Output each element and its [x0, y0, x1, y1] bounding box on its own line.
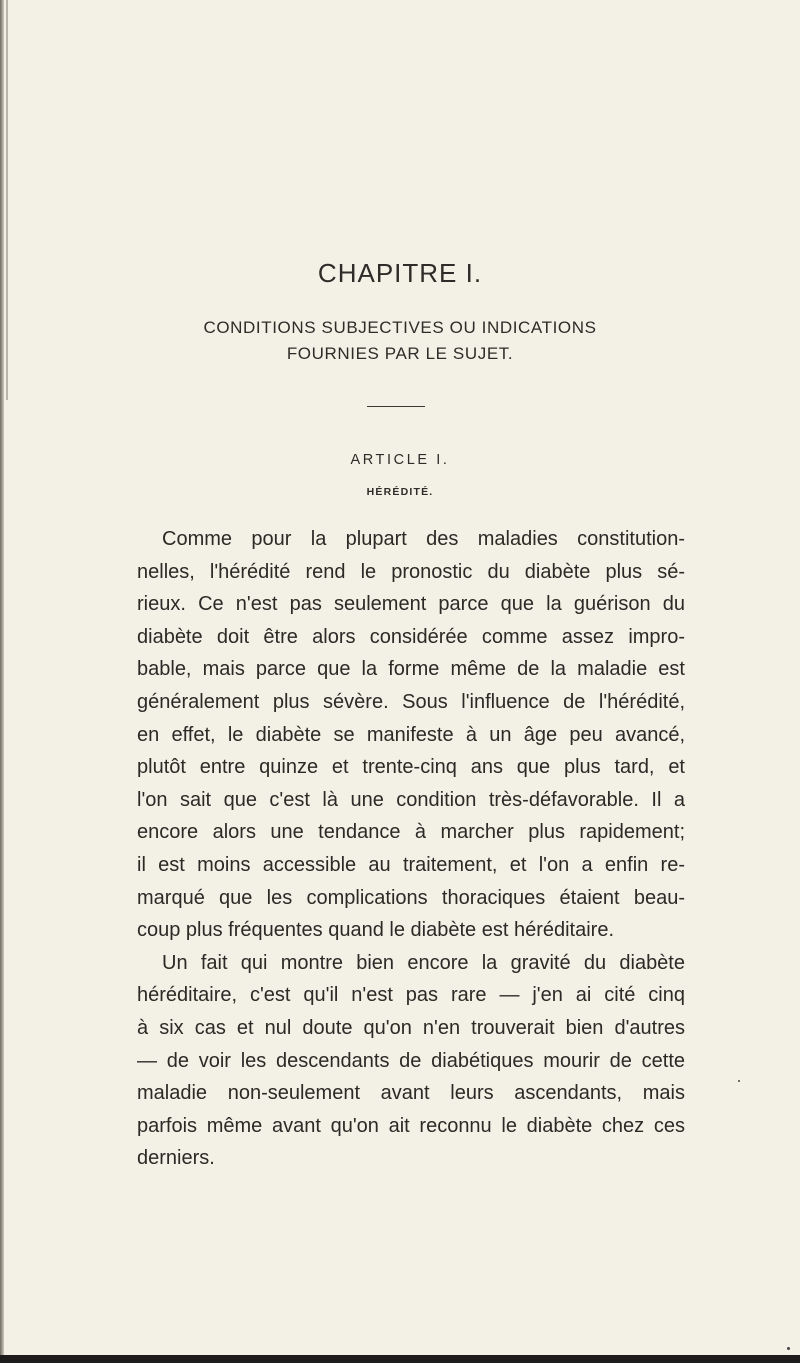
page-left-shadow — [6, 0, 8, 400]
body-line: bable, mais parce que la forme même de la maladie est — [137, 658, 685, 681]
body-line: Un fait qui montre bien encore la gravité du diabète — [162, 951, 685, 974]
body-line: il est moins accessible au traitement, et l'on a enfin re- — [137, 853, 685, 876]
body-line: à six cas et nul doute qu'on n'en trouverait bien d'autres — [137, 1016, 685, 1039]
article-title: ARTICLE I. — [350, 452, 450, 468]
body-line: en effet, le diabète se manifeste à un âge peu avancé, — [137, 723, 685, 746]
body-line: — de voir les descendants de diabétiques mourir de cette — [137, 1049, 685, 1072]
ink-speck — [738, 1080, 740, 1082]
body-line: coup plus fréquentes quand le diabète est héréditaire. — [137, 919, 615, 942]
section-title: HÉRÉDITÉ. — [366, 486, 434, 498]
chapter-title: CHAPITRE I. — [317, 258, 483, 288]
body-line: maladie non-seulement avant leurs ascendants, mais — [137, 1082, 685, 1105]
section-divider — [367, 406, 425, 407]
body-line: derniers. — [137, 1147, 215, 1170]
body-line: héréditaire, c'est qu'il n'est pas rare — j'en ai cité cinq — [137, 984, 685, 1007]
body-paragraphs — [137, 523, 685, 1175]
body-line: encore alors une tendance à marcher plus rapidement; — [137, 821, 685, 844]
chapter-subtitle-line-2: FOURNIES PAR LE SUJET. — [286, 344, 514, 363]
body-line: l'on sait que c'est là une condition très-défavorable. Il a — [137, 788, 685, 811]
chapter-subtitle-line-1: CONDITIONS SUBJECTIVES OU INDICATIONS — [203, 318, 597, 337]
page-left-edge — [0, 0, 4, 1363]
body-line: parfois même avant qu'on ait reconnu le diabète chez ces — [137, 1114, 685, 1137]
ink-speck — [787, 1347, 790, 1350]
body-line: marqué que les complications thoraciques étaient beau- — [137, 886, 685, 909]
body-line: Comme pour la plupart des maladies constitution- — [162, 528, 685, 550]
body-line: rieux. Ce n'est pas seulement parce que la guérison du — [137, 593, 685, 616]
body-line: diabète doit être alors considérée comme assez impro- — [137, 625, 685, 648]
body-line: généralement plus sévère. Sous l'influence de l'hérédité, — [137, 690, 685, 713]
body-line: nelles, l'hérédité rend le pronostic du diabète plus sé- — [137, 560, 685, 583]
body-line: plutôt entre quinze et trente-cinq ans que plus tard, et — [137, 756, 685, 779]
page-bottom-edge — [0, 1355, 800, 1363]
